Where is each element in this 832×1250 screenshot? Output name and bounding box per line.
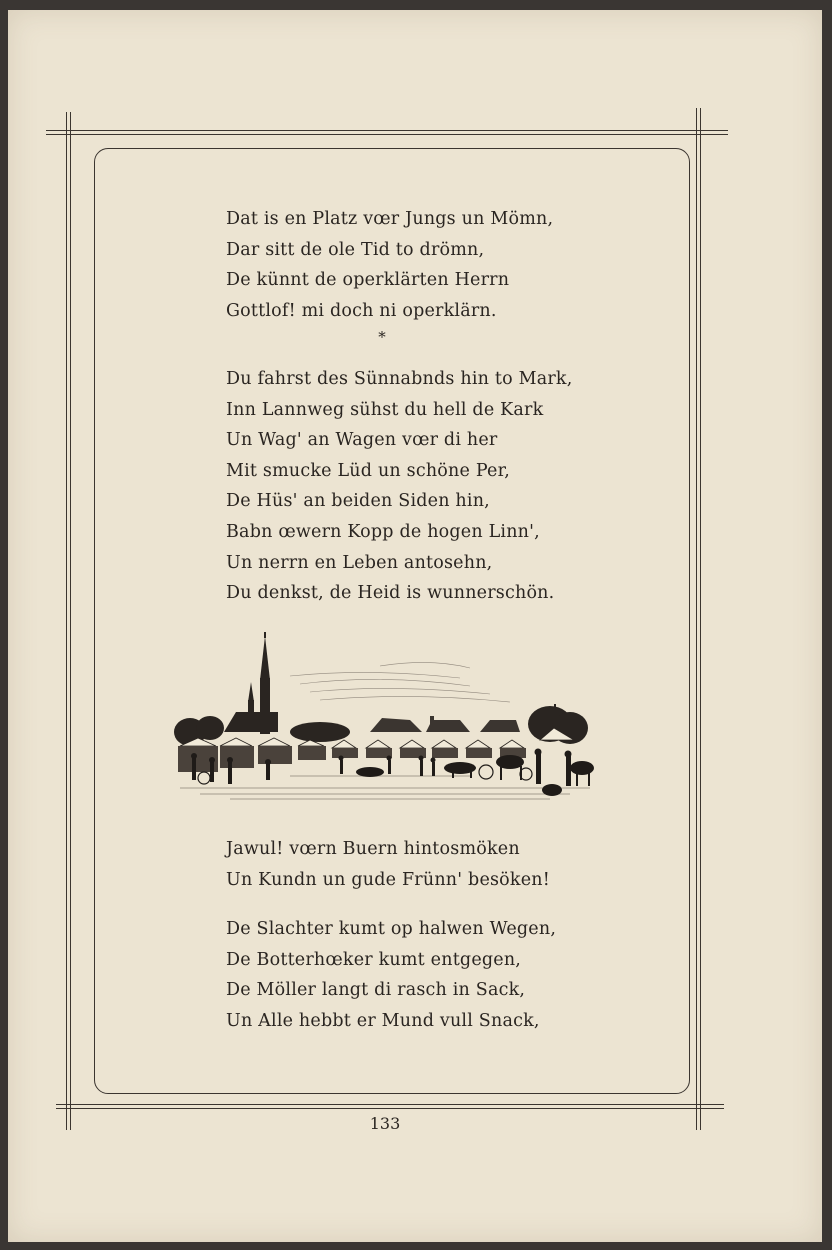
poem-line: De Möller langt di rasch in Sack, bbox=[226, 980, 526, 1001]
poem-line: Du denkst, de Heid is wunnerschön. bbox=[226, 583, 555, 604]
poem-line: Babn œwern Kopp de hogen Linn', bbox=[226, 521, 540, 542]
frame-rule-right-outer bbox=[696, 108, 697, 1130]
frame-rule-right-inner bbox=[700, 108, 701, 1130]
poem-line: Dar sitt de ole Tid to drömn, bbox=[226, 239, 485, 260]
frame-rule-left-inner bbox=[70, 112, 71, 1130]
stanza-3 bbox=[226, 834, 646, 895]
poem-line: De Hüs' an beiden Siden hin, bbox=[226, 491, 490, 512]
poem-line: Un nerrn en Leben antosehn, bbox=[226, 552, 493, 573]
book-page bbox=[8, 10, 822, 1242]
poem-line: Jawul! vœrn Buern hintosmöken bbox=[226, 839, 520, 859]
stanza-1 bbox=[226, 204, 646, 326]
poem-line: Un Alle hebbt er Mund vull Snack, bbox=[226, 1010, 540, 1031]
poem-line: Un Kundn un gude Frünn' besöken! bbox=[226, 869, 550, 890]
poem-line: De Botterhœker kumt entgegen, bbox=[226, 949, 522, 970]
poem-line: De Slachter kumt op halwen Wegen, bbox=[226, 919, 557, 939]
poem-line: Dat is en Platz vœr Jungs un Mömn, bbox=[226, 209, 554, 229]
frame-rule-bottom-outer bbox=[56, 1104, 724, 1105]
frame-rule-left-outer bbox=[66, 112, 67, 1130]
stanza-2 bbox=[226, 364, 646, 609]
page-number: 133 bbox=[369, 1114, 401, 1133]
poem-line: De künnt de operklärten Herrn bbox=[226, 270, 510, 291]
stanza-4 bbox=[226, 914, 646, 1036]
poem-line: Un Wag' an Wagen vœr di her bbox=[226, 430, 498, 451]
poem-line: Mit smucke Lüd un schöne Per, bbox=[226, 460, 510, 481]
poem-line: Du fahrst des Sünnabnds hin to Mark, bbox=[226, 369, 573, 389]
frame-rule-bottom-inner bbox=[56, 1108, 724, 1109]
market-town-engraving bbox=[170, 628, 602, 804]
poem-line: Gottlof! mi doch ni operklärn. bbox=[226, 300, 497, 321]
frame-rule-top-inner bbox=[46, 134, 728, 135]
section-separator: * bbox=[378, 328, 386, 346]
poem-line: Inn Lannweg sühst du hell de Kark bbox=[226, 399, 544, 420]
frame-rule-top-outer bbox=[46, 130, 728, 131]
